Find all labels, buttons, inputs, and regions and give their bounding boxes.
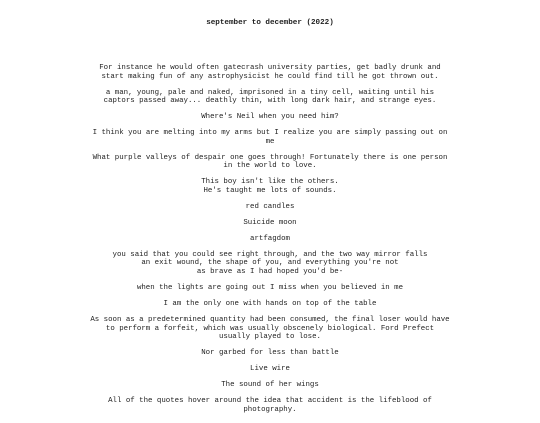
- page-title: september to december (2022): [206, 19, 334, 27]
- quote-5: What purple valleys of despair one goes through! Fortunately there is one person in the world to love.: [92, 153, 448, 171]
- quote-13: As soon as a predetermined quantity had been consumed, the final loser would have to perform a forfeit, which was usually obscenely biological. Ford Prefect usually played to lose.: [90, 315, 450, 342]
- quote-17: All of the quotes hover around the idea that accident is the lifeblood of photography.: [108, 397, 432, 414]
- quote-10: you said that you could see right through, and the two way mirror falls an exit wound, the shape of you, and everything you're not as brave as I had hoped you'd be-: [112, 250, 428, 277]
- quote-list: [0, 64, 540, 414]
- quote-3: Where's Neil when you need him?: [201, 113, 339, 122]
- quote-7: red candles: [245, 202, 295, 211]
- page: [0, 18, 540, 423]
- quote-9: artfagdom: [250, 234, 290, 243]
- quote-4: I think you are melting into my arms but I realize you are simply passing out on me: [92, 129, 448, 146]
- quote-14: Nor garbed for less than battle: [201, 349, 339, 358]
- quote-12: I am the only one with hands on top of the table: [163, 299, 377, 308]
- quote-15: Live wire: [250, 365, 290, 374]
- quote-16: The sound of her wings: [221, 381, 319, 390]
- quote-11: when the lights are going out I miss when you believed in me: [136, 284, 404, 292]
- quote-8: Suicide moon: [243, 218, 297, 227]
- quote-1: For instance he would often gatecrash university parties, get badly drunk and start making fun of any astrophysicist he could find till he got thrown out.: [99, 64, 441, 81]
- quote-2: a man, young, pale and naked, imprisoned in a tiny cell, waiting until his captors passed away... deathly thin, with long dark hair, and strange eyes.: [103, 88, 437, 106]
- quote-6: This boy isn't like the others. He's taught me lots of sounds.: [201, 178, 339, 195]
